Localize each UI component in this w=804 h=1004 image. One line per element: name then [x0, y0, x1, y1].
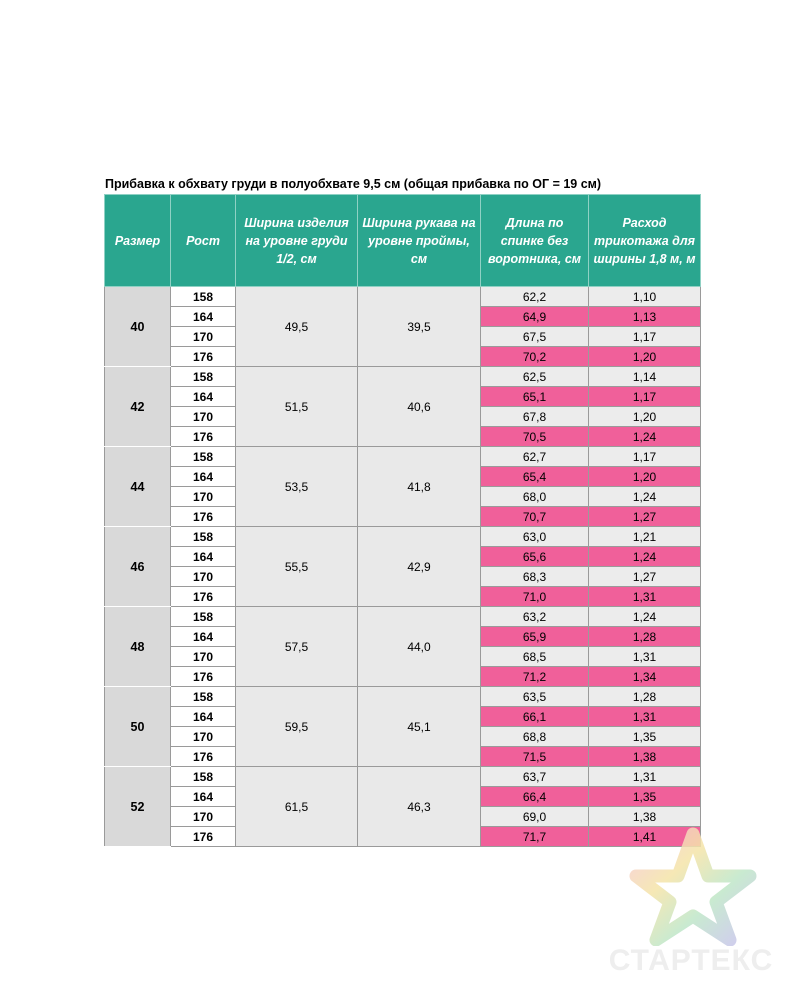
fabric-consumption-cell: 1,17	[589, 387, 701, 407]
fabric-consumption-cell: 1,34	[589, 667, 701, 687]
chest-width-cell: 55,5	[236, 527, 358, 607]
fabric-consumption-cell: 1,20	[589, 347, 701, 367]
chest-width-cell: 49,5	[236, 287, 358, 367]
height-cell: 164	[171, 627, 236, 647]
table-row	[105, 287, 701, 307]
size-cell: 52	[105, 767, 171, 847]
fabric-consumption-cell: 1,31	[589, 647, 701, 667]
chest-width-cell: 51,5	[236, 367, 358, 447]
fabric-consumption-cell: 1,31	[589, 707, 701, 727]
fabric-consumption-cell: 1,27	[589, 507, 701, 527]
fabric-consumption-cell: 1,20	[589, 407, 701, 427]
sleeve-width-cell: 46,3	[358, 767, 481, 847]
fabric-consumption-cell: 1,24	[589, 427, 701, 447]
size-cell: 48	[105, 607, 171, 687]
back-length-cell: 69,0	[481, 807, 589, 827]
table-row	[105, 447, 701, 467]
sleeve-width-cell: 40,6	[358, 367, 481, 447]
size-chart	[104, 174, 700, 847]
back-length-cell: 62,2	[481, 287, 589, 307]
back-length-cell: 65,6	[481, 547, 589, 567]
chest-width-cell: 61,5	[236, 767, 358, 847]
fabric-consumption-cell: 1,41	[589, 827, 701, 847]
header-width: Ширина изделия на уровне груди 1/2, см	[236, 195, 358, 287]
back-length-cell: 68,0	[481, 487, 589, 507]
fabric-consumption-cell: 1,21	[589, 527, 701, 547]
height-cell: 170	[171, 407, 236, 427]
height-cell: 164	[171, 787, 236, 807]
table-row	[105, 767, 701, 787]
table-row	[105, 687, 701, 707]
header-height: Рост	[171, 195, 236, 287]
table-row	[105, 367, 701, 387]
back-length-cell: 63,2	[481, 607, 589, 627]
size-cell: 46	[105, 527, 171, 607]
fabric-consumption-cell: 1,24	[589, 487, 701, 507]
fabric-consumption-cell: 1,24	[589, 607, 701, 627]
fabric-consumption-cell: 1,10	[589, 287, 701, 307]
fabric-consumption-cell: 1,31	[589, 767, 701, 787]
fabric-consumption-cell: 1,27	[589, 567, 701, 587]
back-length-cell: 66,1	[481, 707, 589, 727]
table-body	[105, 287, 701, 847]
chest-width-cell: 59,5	[236, 687, 358, 767]
height-cell: 158	[171, 527, 236, 547]
star-icon	[596, 826, 786, 946]
sleeve-width-cell: 45,1	[358, 687, 481, 767]
header-length: Длина по спинке без воротника, см	[481, 195, 589, 287]
back-length-cell: 71,0	[481, 587, 589, 607]
size-cell: 42	[105, 367, 171, 447]
sleeve-width-cell: 44,0	[358, 607, 481, 687]
back-length-cell: 67,8	[481, 407, 589, 427]
back-length-cell: 68,8	[481, 727, 589, 747]
size-cell: 50	[105, 687, 171, 767]
back-length-cell: 63,7	[481, 767, 589, 787]
height-cell: 170	[171, 807, 236, 827]
fabric-consumption-cell: 1,31	[589, 587, 701, 607]
height-cell: 170	[171, 567, 236, 587]
back-length-cell: 70,2	[481, 347, 589, 367]
back-length-cell: 62,7	[481, 447, 589, 467]
back-length-cell: 63,0	[481, 527, 589, 547]
back-length-cell: 68,5	[481, 647, 589, 667]
height-cell: 170	[171, 727, 236, 747]
height-cell: 176	[171, 667, 236, 687]
height-cell: 164	[171, 467, 236, 487]
height-cell: 164	[171, 707, 236, 727]
size-table	[104, 194, 701, 847]
header-consumption: Расход трикотажа для ширины 1,8 м, м	[589, 195, 701, 287]
fabric-consumption-cell: 1,20	[589, 467, 701, 487]
height-cell: 158	[171, 287, 236, 307]
back-length-cell: 66,4	[481, 787, 589, 807]
height-cell: 170	[171, 647, 236, 667]
back-length-cell: 62,5	[481, 367, 589, 387]
height-cell: 170	[171, 327, 236, 347]
fabric-consumption-cell: 1,17	[589, 327, 701, 347]
back-length-cell: 65,4	[481, 467, 589, 487]
height-cell: 176	[171, 827, 236, 847]
back-length-cell: 63,5	[481, 687, 589, 707]
fabric-consumption-cell: 1,17	[589, 447, 701, 467]
back-length-cell: 71,5	[481, 747, 589, 767]
fabric-consumption-cell: 1,38	[589, 747, 701, 767]
height-cell: 158	[171, 687, 236, 707]
back-length-cell: 64,9	[481, 307, 589, 327]
header-size: Размер	[105, 195, 171, 287]
height-cell: 176	[171, 587, 236, 607]
back-length-cell: 67,5	[481, 327, 589, 347]
chest-width-cell: 53,5	[236, 447, 358, 527]
sleeve-width-cell: 42,9	[358, 527, 481, 607]
sleeve-width-cell: 41,8	[358, 447, 481, 527]
height-cell: 176	[171, 507, 236, 527]
fabric-consumption-cell: 1,13	[589, 307, 701, 327]
fabric-consumption-cell: 1,24	[589, 547, 701, 567]
chest-width-cell: 57,5	[236, 607, 358, 687]
height-cell: 176	[171, 347, 236, 367]
height-cell: 164	[171, 387, 236, 407]
back-length-cell: 65,9	[481, 627, 589, 647]
size-cell: 40	[105, 287, 171, 367]
back-length-cell: 70,7	[481, 507, 589, 527]
back-length-cell: 65,1	[481, 387, 589, 407]
fabric-consumption-cell: 1,28	[589, 687, 701, 707]
back-length-cell: 71,7	[481, 827, 589, 847]
height-cell: 170	[171, 487, 236, 507]
height-cell: 158	[171, 367, 236, 387]
header-sleeve: Ширина рукава на уровне проймы, см	[358, 195, 481, 287]
height-cell: 164	[171, 307, 236, 327]
startex-logo	[596, 826, 786, 986]
fabric-consumption-cell: 1,35	[589, 787, 701, 807]
sleeve-width-cell: 39,5	[358, 287, 481, 367]
back-length-cell: 71,2	[481, 667, 589, 687]
back-length-cell: 70,5	[481, 427, 589, 447]
back-length-cell: 68,3	[481, 567, 589, 587]
table-caption: Прибавка к обхвату груди в полуобхвате 9,5 см (общая прибавка по ОГ = 19 см)	[105, 177, 602, 191]
watermark-text: СТАРТЕКС	[608, 944, 774, 977]
header-row	[105, 195, 701, 287]
fabric-consumption-cell: 1,35	[589, 727, 701, 747]
height-cell: 158	[171, 607, 236, 627]
table-row	[105, 607, 701, 627]
height-cell: 176	[171, 747, 236, 767]
table-row	[105, 527, 701, 547]
fabric-consumption-cell: 1,28	[589, 627, 701, 647]
height-cell: 158	[171, 767, 236, 787]
height-cell: 158	[171, 447, 236, 467]
fabric-consumption-cell: 1,14	[589, 367, 701, 387]
height-cell: 176	[171, 427, 236, 447]
size-cell: 44	[105, 447, 171, 527]
fabric-consumption-cell: 1,38	[589, 807, 701, 827]
height-cell: 164	[171, 547, 236, 567]
